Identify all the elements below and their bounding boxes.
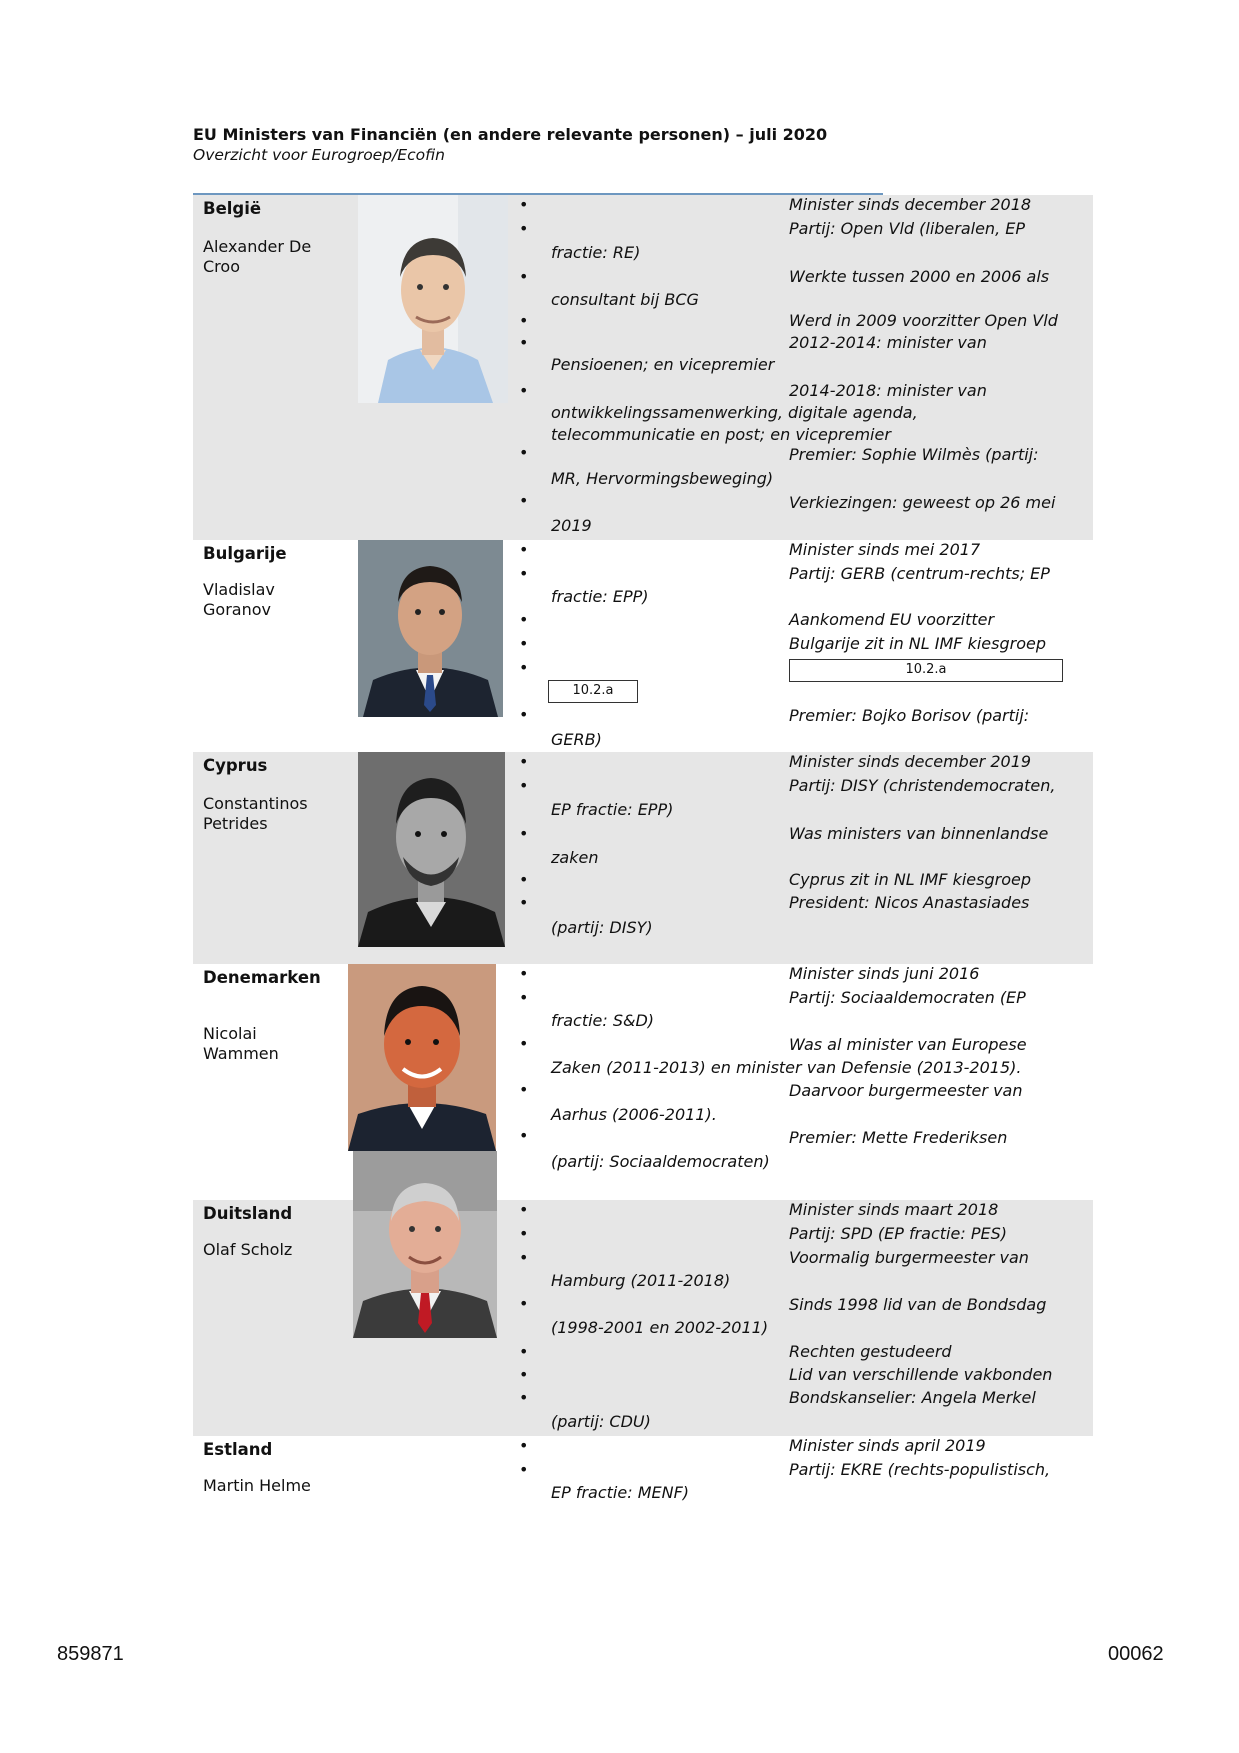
entry-line: Minister sinds mei 2017 — [789, 540, 981, 559]
entry-line: Partij: DISY (christendemocraten, — [789, 776, 1056, 795]
entry-duitsland — [193, 1200, 1093, 1436]
person-name-line: Croo — [203, 257, 240, 276]
document-subtitle: Overzicht voor Eurogroep/Ecofin — [193, 146, 445, 164]
country-name: Duitsland — [203, 1204, 293, 1223]
entry-line: Minister sinds december 2018 — [789, 195, 1032, 214]
entry-line: Voormalig burgermeester van — [789, 1248, 1029, 1267]
entry-line: (partij: CDU) — [551, 1412, 651, 1431]
bullet-dot: • — [519, 1080, 529, 1099]
bullet-dot: • — [519, 1224, 529, 1243]
entry-line: 2014-2018: minister van — [789, 381, 987, 400]
entry-line: Aankomend EU voorzitter — [789, 610, 995, 629]
country-name: Cyprus — [203, 756, 268, 775]
entry-line: MR, Hervormingsbeweging) — [551, 469, 774, 488]
entry-line: Hamburg (2011-2018) — [551, 1271, 731, 1290]
person-name-line: Alexander De — [203, 237, 312, 256]
person-name-line: Constantinos — [203, 794, 308, 813]
person-name-line: Olaf Scholz — [203, 1240, 293, 1259]
redaction-box: 10.2.a — [789, 659, 1063, 682]
entry-line: Sinds 1998 lid van de Bondsdag — [789, 1295, 1047, 1314]
bullet-dot: • — [519, 1034, 529, 1053]
portrait-photo — [358, 540, 503, 717]
redaction-box: 10.2.a — [548, 680, 638, 703]
entry-line: Minister sinds maart 2018 — [789, 1200, 999, 1219]
entry-bulgarije — [193, 540, 1093, 752]
entry-line: EP fractie: MENF) — [551, 1483, 690, 1502]
country-name: Bulgarije — [203, 544, 287, 563]
document-title: EU Ministers van Financiën (en andere relevante personen) – juli 2020 — [193, 125, 828, 144]
bullet-dot: • — [519, 491, 529, 510]
entry-line: Premier: Bojko Borisov (partij: — [789, 706, 1030, 725]
entry-line: (partij: Sociaaldemocraten) — [551, 1152, 770, 1171]
entry-line: 2019 — [551, 516, 592, 535]
bullet-dot: • — [519, 1436, 529, 1455]
bullet-dot: • — [519, 964, 529, 983]
bullet-dot: • — [519, 219, 529, 238]
entry-line: Premier: Mette Frederiksen — [789, 1128, 1008, 1147]
entry-line: Partij: GERB (centrum-rechts; EP — [789, 564, 1050, 583]
bullet-dot: • — [519, 1294, 529, 1313]
country-name: Denemarken — [203, 968, 321, 987]
person-name-line: Goranov — [203, 600, 271, 619]
entry-line: Was al minister van Europese — [789, 1035, 1027, 1054]
footer-page-number: 00062 — [1108, 1643, 1164, 1665]
bullet-dot: • — [519, 1126, 529, 1145]
bullet-dot: • — [519, 1342, 529, 1361]
bullet-dot: • — [519, 333, 529, 352]
bullet-dot: • — [519, 610, 529, 629]
entry-line: telecommunicatie en post; en vicepremier — [551, 425, 891, 444]
country-name: België — [203, 199, 262, 218]
bullet-dot: • — [519, 195, 529, 214]
entry-line: GERB) — [551, 730, 602, 749]
entry-line: Bondskanselier: Angela Merkel — [789, 1388, 1036, 1407]
person-name-line: Petrides — [203, 814, 268, 833]
entry-line: Werd in 2009 voorzitter Open Vld — [789, 311, 1058, 330]
bullet-dot: • — [519, 1388, 529, 1407]
entry-cyprus — [193, 752, 1093, 964]
portrait-photo — [358, 195, 508, 403]
entry-line: Rechten gestudeerd — [789, 1342, 952, 1361]
portrait-photo — [358, 752, 505, 947]
bullet-dot: • — [519, 1200, 529, 1219]
bullet-dot: • — [519, 267, 529, 286]
entry-line: Aarhus (2006-2011). — [551, 1105, 717, 1124]
bullet-dot: • — [519, 564, 529, 583]
bullet-dot: • — [519, 870, 529, 889]
entry-line: President: Nicos Anastasiades — [789, 893, 1030, 912]
entry-line: ontwikkelingssamenwerking, digitale agenda, — [551, 403, 918, 422]
bullet-dot: • — [519, 893, 529, 912]
entry-line: Minister sinds april 2019 — [789, 1436, 986, 1455]
entry-estland — [193, 1436, 1093, 1516]
entry-line: consultant bij BCG — [551, 290, 699, 309]
bullet-dot: • — [519, 752, 529, 771]
portrait-photo — [348, 964, 496, 1151]
entry-line: Lid van verschillende vakbonden — [789, 1365, 1053, 1384]
entry-line: Zaken (2011-2013) en minister van Defensie (2013-2015). — [551, 1058, 1022, 1077]
bullet-dot: • — [519, 658, 529, 677]
entry-line: Daarvoor burgermeester van — [789, 1081, 1023, 1100]
entry-line: fractie: S&D) — [551, 1011, 655, 1030]
entry-line: Verkiezingen: geweest op 26 mei — [789, 493, 1056, 512]
bullet-dot: • — [519, 540, 529, 559]
entry-line: Bulgarije zit in NL IMF kiesgroep — [789, 634, 1046, 653]
entry-line: Werkte tussen 2000 en 2006 als — [789, 267, 1050, 286]
entry-line: (1998-2001 en 2002-2011) — [551, 1318, 769, 1337]
bullet-dot: • — [519, 705, 529, 724]
entry-line: Cyprus zit in NL IMF kiesgroep — [789, 870, 1032, 889]
entry-belgie — [193, 195, 1093, 540]
entry-line: (partij: DISY) — [551, 918, 653, 937]
entry-line: 2012-2014: minister van — [789, 333, 987, 352]
person-name-line: Wammen — [203, 1044, 279, 1063]
entry-line: Premier: Sophie Wilmès (partij: — [789, 445, 1039, 464]
country-name: Estland — [203, 1440, 273, 1459]
entry-line: Minister sinds juni 2016 — [789, 964, 980, 983]
entry-line: Was ministers van binnenlandse — [789, 824, 1049, 843]
entry-line: EP fractie: EPP) — [551, 800, 674, 819]
entry-line: zaken — [551, 848, 599, 867]
entry-line: Partij: Open Vld (liberalen, EP — [789, 219, 1025, 238]
bullet-dot: • — [519, 824, 529, 843]
bullet-dot: • — [519, 776, 529, 795]
entry-denemarken — [193, 964, 1093, 1200]
entry-line: fractie: RE) — [551, 243, 641, 262]
bullet-dot: • — [519, 1248, 529, 1267]
footer-document-number: 859871 — [57, 1643, 124, 1665]
person-name-line: Martin Helme — [203, 1476, 311, 1495]
person-name-line: Vladislav — [203, 580, 275, 599]
entry-line: Pensioenen; en vicepremier — [551, 355, 775, 374]
bullet-dot: • — [519, 381, 529, 400]
bullet-dot: • — [519, 634, 529, 653]
portrait-photo — [353, 1151, 497, 1338]
bullet-dot: • — [519, 1365, 529, 1384]
bullet-dot: • — [519, 1460, 529, 1479]
bullet-dot: • — [519, 988, 529, 1007]
entry-line: Minister sinds december 2019 — [789, 752, 1032, 771]
entry-line: Partij: SPD (EP fractie: PES) — [789, 1224, 1007, 1243]
bullet-dot: • — [519, 443, 529, 462]
bullet-dot: • — [519, 311, 529, 330]
person-name-line: Nicolai — [203, 1024, 257, 1043]
entry-line: Partij: EKRE (rechts-populistisch, — [789, 1460, 1051, 1479]
entry-line: fractie: EPP) — [551, 587, 649, 606]
entry-line: Partij: Sociaaldemocraten (EP — [789, 988, 1026, 1007]
